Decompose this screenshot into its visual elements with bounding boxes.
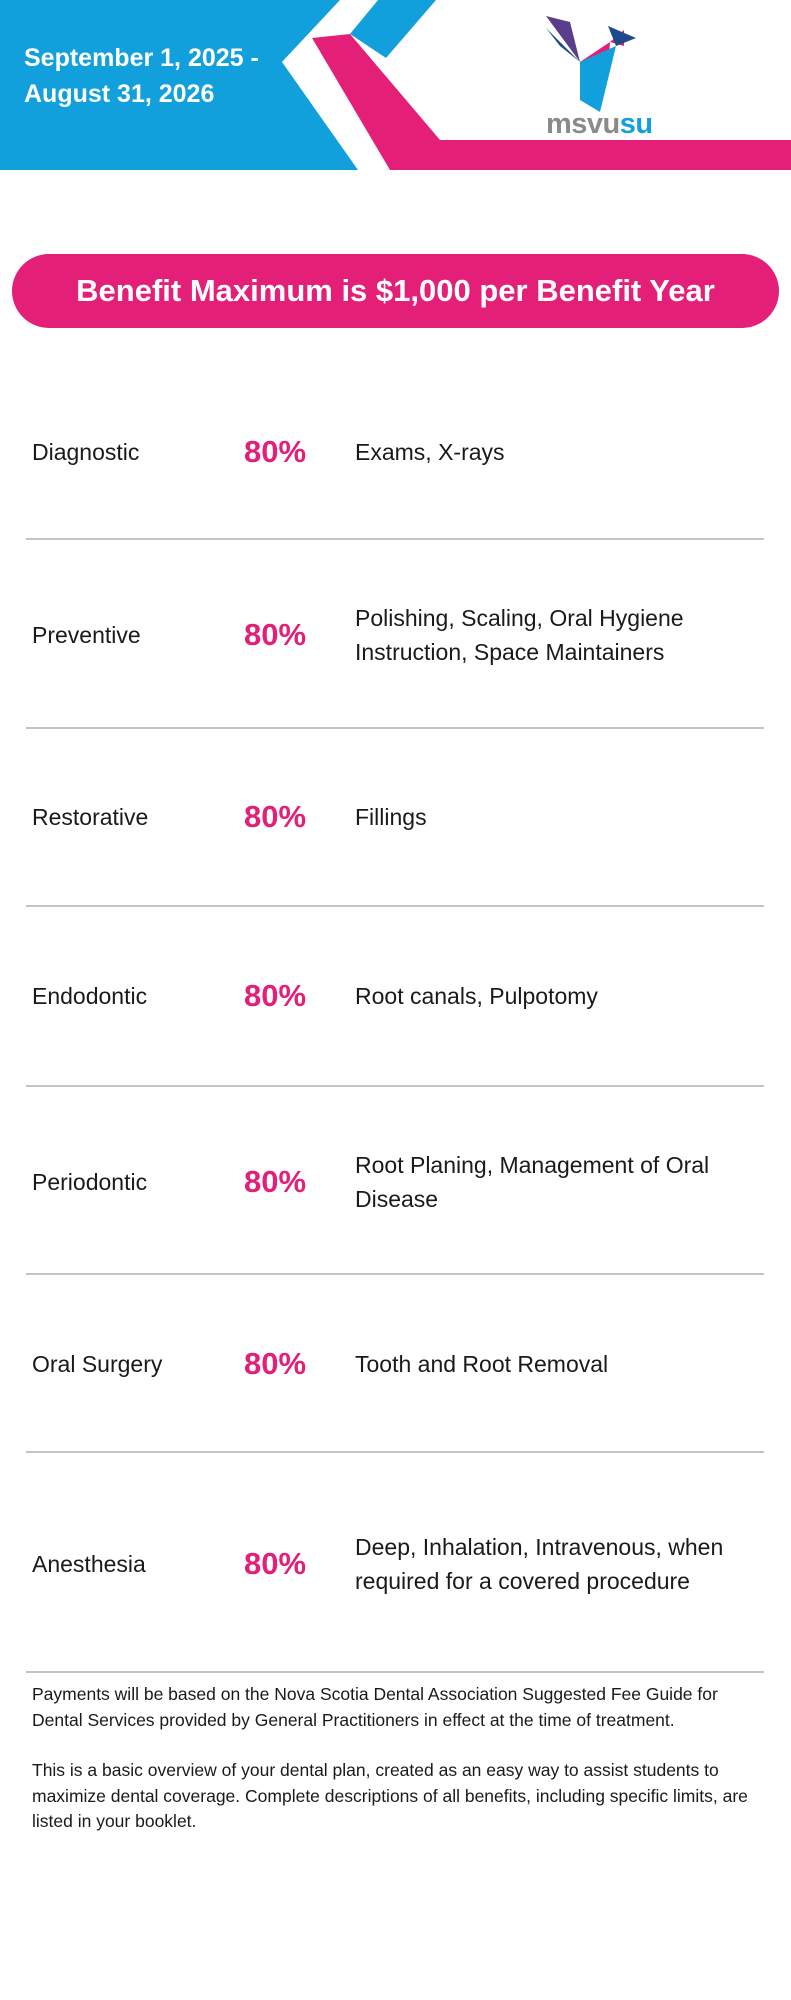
coverage-row-periodontic — [28, 1147, 764, 1217]
coverage-row-oral-surgery — [28, 1332, 764, 1396]
coverage-description: Deep, Inhalation, Intravenous, when required for a covered procedure — [355, 1534, 724, 1594]
coverage-row-diagnostic — [28, 420, 764, 484]
category-label: Oral Surgery — [32, 1350, 163, 1377]
benefit-maximum-banner: Benefit Maximum is $1,000 per Benefit Year — [12, 254, 779, 328]
coverage-percent: 80% — [244, 617, 307, 652]
coverage-percent: 80% — [244, 1346, 307, 1381]
row-divider — [26, 1671, 764, 1673]
header-banner — [0, 0, 791, 170]
coverage-percent: 80% — [244, 799, 307, 834]
coverage-percent: 80% — [244, 978, 307, 1013]
coverage-percent: 80% — [244, 1546, 307, 1581]
category-label: Restorative — [32, 803, 149, 830]
logo-wordmark: msvusu — [546, 108, 653, 140]
coverage-description: Root canals, Pulpotomy — [355, 983, 598, 1009]
category-label: Diagnostic — [32, 438, 140, 465]
row-divider — [26, 1085, 764, 1087]
coverage-row-endodontic — [28, 964, 764, 1028]
coverage-description: Fillings — [355, 804, 427, 830]
row-divider — [26, 1273, 764, 1275]
coverage-description: Polishing, Scaling, Oral Hygiene Instruction, Space Maintainers — [355, 605, 684, 665]
coverage-description: Tooth and Root Removal — [355, 1351, 609, 1377]
row-divider — [26, 727, 764, 729]
msvusu-logo-icon — [540, 12, 670, 112]
payment-basis-note: Payments will be based on the Nova Scotia Dental Association Suggested Fee Guide for Dental Services provided by General Practitioners in effect at the time of treatment. — [32, 1684, 718, 1730]
category-label: Preventive — [32, 621, 141, 648]
coverage-percent: 80% — [244, 434, 307, 469]
row-divider — [26, 905, 764, 907]
category-label: Periodontic — [32, 1168, 148, 1195]
row-divider — [26, 538, 764, 540]
coverage-description: Root Planing, Management of Oral Disease — [355, 1152, 710, 1212]
coverage-row-preventive — [28, 600, 764, 670]
coverage-row-anesthesia — [28, 1512, 764, 1616]
category-label: Endodontic — [32, 982, 148, 1009]
coverage-row-restorative — [28, 785, 764, 849]
overview-note: This is a basic overview of your dental plan, created as an easy way to assist students to maximize dental coverage. Complete descriptions of all benefits, including specific limits, are listed in your booklet. — [32, 1760, 748, 1831]
date-range: September 1, 2025 - August 31, 2026 — [24, 44, 259, 108]
row-divider — [26, 1451, 764, 1453]
coverage-percent: 80% — [244, 1164, 307, 1199]
category-label: Anesthesia — [32, 1550, 146, 1577]
footer-notes — [32, 1682, 760, 1860]
coverage-description: Exams, X-rays — [355, 439, 505, 465]
